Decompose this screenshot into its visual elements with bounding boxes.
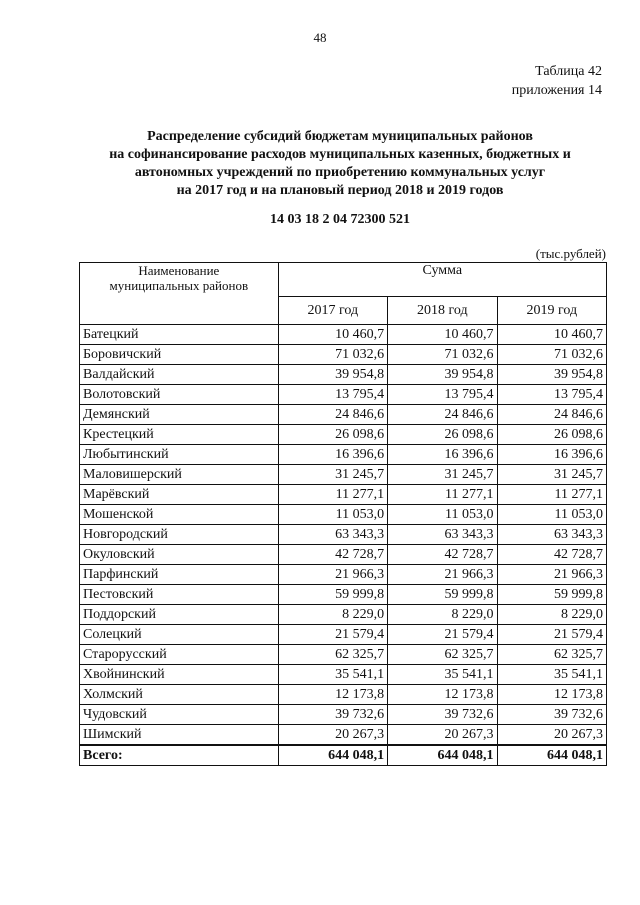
district-name: Хвойнинский bbox=[80, 665, 279, 685]
total-2018: 644 048,1 bbox=[388, 745, 497, 766]
value-2019: 13 795,4 bbox=[497, 385, 606, 405]
value-2019: 11 053,0 bbox=[497, 505, 606, 525]
header-name-line-2: муниципальных районов bbox=[109, 278, 249, 293]
value-2017: 16 396,6 bbox=[278, 445, 387, 465]
value-2018: 13 795,4 bbox=[388, 385, 497, 405]
table-row bbox=[80, 725, 607, 746]
value-2019: 24 846,6 bbox=[497, 405, 606, 425]
table-row bbox=[80, 405, 607, 425]
value-2019: 39 732,6 bbox=[497, 705, 606, 725]
district-name: Волотовский bbox=[80, 385, 279, 405]
district-name: Маловишерский bbox=[80, 465, 279, 485]
value-2019: 21 579,4 bbox=[497, 625, 606, 645]
district-name: Солецкий bbox=[80, 625, 279, 645]
district-name: Марёвский bbox=[80, 485, 279, 505]
district-name: Крестецкий bbox=[80, 425, 279, 445]
value-2019: 71 032,6 bbox=[497, 345, 606, 365]
units-label: (тыс.рублей) bbox=[535, 246, 606, 261]
value-2018: 20 267,3 bbox=[388, 725, 497, 746]
value-2018: 42 728,7 bbox=[388, 545, 497, 565]
value-2017: 13 795,4 bbox=[278, 385, 387, 405]
title-line-1: Распределение субсидий бюджетам муниципальных районов bbox=[147, 129, 533, 144]
value-2018: 12 173,8 bbox=[388, 685, 497, 705]
header-year-2019: 2019 год bbox=[497, 297, 606, 325]
header-year-2017: 2017 год bbox=[278, 297, 387, 325]
value-2017: 20 267,3 bbox=[278, 725, 387, 746]
value-2017: 71 032,6 bbox=[278, 345, 387, 365]
value-2019: 21 966,3 bbox=[497, 565, 606, 585]
table-reference bbox=[512, 62, 602, 100]
district-name: Батецкий bbox=[80, 325, 279, 345]
value-2017: 12 173,8 bbox=[278, 685, 387, 705]
total-row bbox=[80, 745, 607, 766]
title-line-3: автономных учреждений по приобретению коммунальных услуг bbox=[134, 165, 546, 180]
value-2017: 35 541,1 bbox=[278, 665, 387, 685]
total-2017: 644 048,1 bbox=[278, 745, 387, 766]
district-name: Пестовский bbox=[80, 585, 279, 605]
table-row bbox=[80, 345, 607, 365]
title-line-2: на софинансирование расходов муниципальных казенных, бюджетных и bbox=[109, 147, 571, 162]
value-2018: 31 245,7 bbox=[388, 465, 497, 485]
value-2019: 63 343,3 bbox=[497, 525, 606, 545]
value-2017: 39 954,8 bbox=[278, 365, 387, 385]
value-2019: 26 098,6 bbox=[497, 425, 606, 445]
title-line-4: на 2017 год и на плановый период 2018 и 2019 годов bbox=[176, 183, 504, 198]
value-2017: 11 277,1 bbox=[278, 485, 387, 505]
appendix-number: приложения 14 bbox=[511, 83, 602, 98]
table-row bbox=[80, 625, 607, 645]
value-2018: 16 396,6 bbox=[388, 445, 497, 465]
value-2017: 62 325,7 bbox=[278, 645, 387, 665]
table-row bbox=[80, 425, 607, 445]
table-row bbox=[80, 565, 607, 585]
value-2018: 71 032,6 bbox=[388, 345, 497, 365]
document-title bbox=[60, 128, 620, 200]
value-2017: 39 732,6 bbox=[278, 705, 387, 725]
value-2019: 59 999,8 bbox=[497, 585, 606, 605]
value-2019: 8 229,0 bbox=[497, 605, 606, 625]
value-2018: 8 229,0 bbox=[388, 605, 497, 625]
value-2017: 21 579,4 bbox=[278, 625, 387, 645]
value-2017: 21 966,3 bbox=[278, 565, 387, 585]
value-2019: 12 173,8 bbox=[497, 685, 606, 705]
table-row bbox=[80, 445, 607, 465]
table-row bbox=[80, 325, 607, 345]
value-2018: 11 053,0 bbox=[388, 505, 497, 525]
value-2019: 39 954,8 bbox=[497, 365, 606, 385]
district-name: Любытинский bbox=[80, 445, 279, 465]
header-district-name bbox=[80, 263, 279, 325]
district-name: Шимский bbox=[80, 725, 279, 746]
table-row bbox=[80, 685, 607, 705]
value-2019: 31 245,7 bbox=[497, 465, 606, 485]
district-name: Чудовский bbox=[80, 705, 279, 725]
header-row bbox=[80, 263, 607, 297]
value-2018: 63 343,3 bbox=[388, 525, 497, 545]
value-2017: 8 229,0 bbox=[278, 605, 387, 625]
table-row bbox=[80, 645, 607, 665]
header-sum: Сумма bbox=[278, 263, 606, 297]
value-2018: 35 541,1 bbox=[388, 665, 497, 685]
table-row bbox=[80, 585, 607, 605]
value-2018: 26 098,6 bbox=[388, 425, 497, 445]
value-2017: 26 098,6 bbox=[278, 425, 387, 445]
total-2019: 644 048,1 bbox=[497, 745, 606, 766]
value-2017: 42 728,7 bbox=[278, 545, 387, 565]
value-2017: 10 460,7 bbox=[278, 325, 387, 345]
total-label: Всего: bbox=[80, 745, 279, 766]
value-2018: 24 846,6 bbox=[388, 405, 497, 425]
district-name: Валдайский bbox=[80, 365, 279, 385]
value-2018: 10 460,7 bbox=[388, 325, 497, 345]
value-2018: 11 277,1 bbox=[388, 485, 497, 505]
value-2019: 10 460,7 bbox=[497, 325, 606, 345]
table-row bbox=[80, 465, 607, 485]
value-2018: 39 732,6 bbox=[388, 705, 497, 725]
district-name: Холмский bbox=[80, 685, 279, 705]
district-name: Парфинский bbox=[80, 565, 279, 585]
value-2018: 21 966,3 bbox=[388, 565, 497, 585]
district-name: Новгородский bbox=[80, 525, 279, 545]
table-row bbox=[80, 385, 607, 405]
district-name: Мошенской bbox=[80, 505, 279, 525]
table-row bbox=[80, 365, 607, 385]
table-row bbox=[80, 525, 607, 545]
value-2019: 35 541,1 bbox=[497, 665, 606, 685]
table-row bbox=[80, 545, 607, 565]
table-row bbox=[80, 485, 607, 505]
header-name-line-1: Наименование bbox=[138, 263, 220, 278]
district-name: Боровичский bbox=[80, 345, 279, 365]
value-2017: 24 846,6 bbox=[278, 405, 387, 425]
value-2018: 62 325,7 bbox=[388, 645, 497, 665]
header-year-2018: 2018 год bbox=[388, 297, 497, 325]
value-2019: 42 728,7 bbox=[497, 545, 606, 565]
district-name: Окуловский bbox=[80, 545, 279, 565]
table-row bbox=[80, 605, 607, 625]
value-2019: 62 325,7 bbox=[497, 645, 606, 665]
value-2018: 21 579,4 bbox=[388, 625, 497, 645]
district-name: Старорусский bbox=[80, 645, 279, 665]
value-2017: 63 343,3 bbox=[278, 525, 387, 545]
table-number: Таблица 42 bbox=[535, 64, 602, 79]
value-2019: 16 396,6 bbox=[497, 445, 606, 465]
value-2018: 39 954,8 bbox=[388, 365, 497, 385]
value-2019: 11 277,1 bbox=[497, 485, 606, 505]
value-2017: 31 245,7 bbox=[278, 465, 387, 485]
table-row bbox=[80, 505, 607, 525]
district-name: Демянский bbox=[80, 405, 279, 425]
value-2018: 59 999,8 bbox=[388, 585, 497, 605]
table-row bbox=[80, 665, 607, 685]
subsidy-table bbox=[79, 262, 607, 766]
value-2017: 59 999,8 bbox=[278, 585, 387, 605]
table-row bbox=[80, 705, 607, 725]
budget-code: 14 03 18 2 04 72300 521 bbox=[270, 212, 410, 227]
page-number: 48 bbox=[313, 30, 327, 45]
value-2017: 11 053,0 bbox=[278, 505, 387, 525]
district-name: Поддорский bbox=[80, 605, 279, 625]
value-2019: 20 267,3 bbox=[497, 725, 606, 746]
